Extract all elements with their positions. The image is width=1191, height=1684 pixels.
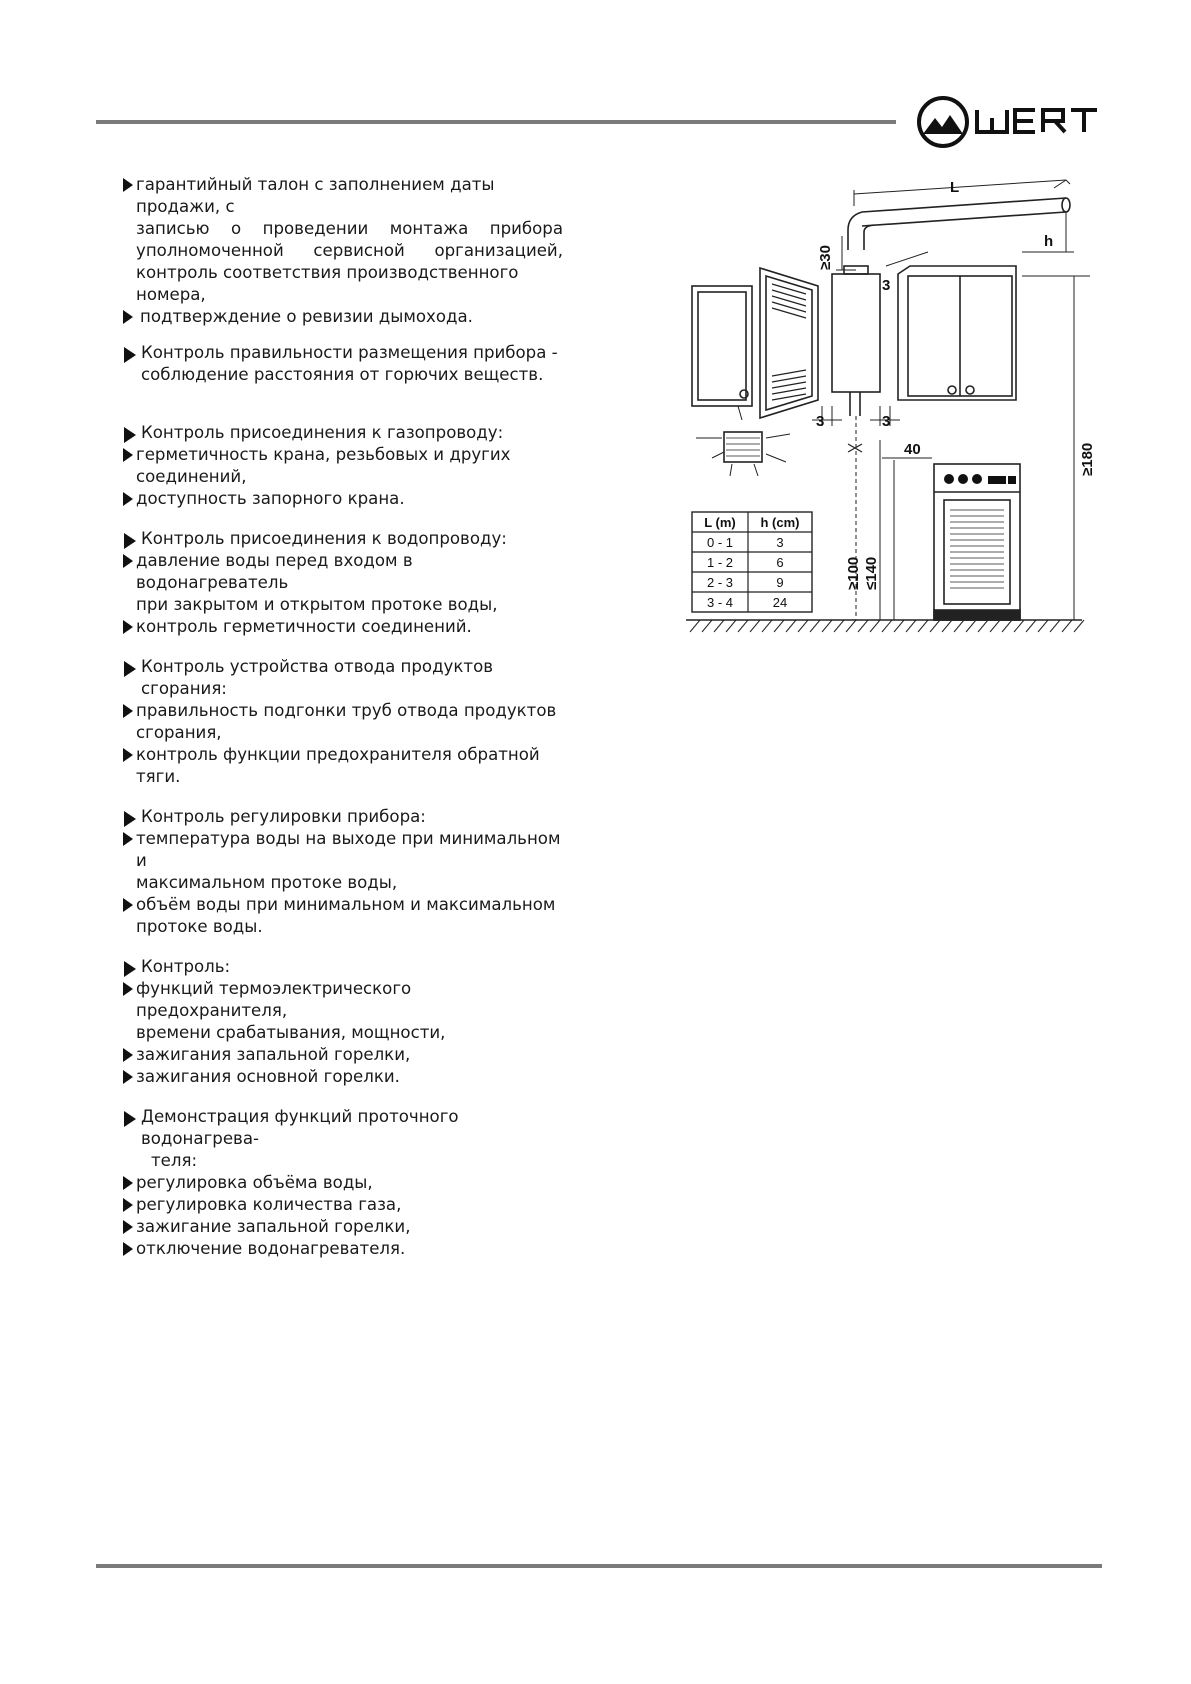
table-header-L: L (m) <box>704 515 736 530</box>
dim-min100-label: ≥100 <box>845 556 862 590</box>
bullet-arrow-icon <box>123 448 133 462</box>
bullet-arrow-icon <box>123 620 133 634</box>
table-cell: 1 - 2 <box>706 555 734 570</box>
dim-max140-label: ≤140 <box>863 556 880 590</box>
table-cell: 3 <box>776 535 784 550</box>
section-heading-continuation: теля: <box>151 1151 198 1170</box>
section-heading: Контроль: <box>123 956 563 978</box>
bullet-arrow-icon <box>123 310 133 324</box>
section-adjustment <box>123 806 563 938</box>
list-item-continuation: сгорания, <box>136 723 222 742</box>
bullet-arrow-icon <box>124 427 136 443</box>
stove <box>934 464 1020 620</box>
section-gas <box>123 422 563 510</box>
section-placement <box>123 342 563 386</box>
flue-slope-table <box>692 512 812 612</box>
bullet-arrow-icon <box>124 811 136 827</box>
list-item: регулировка объёма воды, <box>123 1172 563 1194</box>
table-cell: 24 <box>772 595 788 610</box>
list-item: правильность подгонки труб отвода продуктов <box>123 700 563 722</box>
table-cell: 0 - 1 <box>706 535 734 550</box>
bullet-arrow-icon <box>123 1242 133 1256</box>
bullet-arrow-icon <box>123 898 133 912</box>
list-item-continuation: протоке воды. <box>136 917 263 936</box>
floor-hatching <box>690 620 1084 632</box>
bullet-arrow-icon <box>124 347 136 363</box>
list-item: контроль герметичности соединений. <box>123 616 563 638</box>
bullet-arrow-icon <box>123 1176 133 1190</box>
table-cell: 9 <box>776 575 784 590</box>
bullet-arrow-icon <box>123 1048 133 1062</box>
bullet-arrow-icon <box>123 1070 133 1084</box>
list-item: доступность запорного крана. <box>123 488 563 510</box>
dim-min180-label: ≥180 <box>1079 442 1096 476</box>
flue-pipe <box>862 198 1066 226</box>
list-item: регулировка количества газа, <box>123 1194 563 1216</box>
list-item-continuation: соединений, <box>136 467 247 486</box>
bullet-arrow-icon <box>124 961 136 977</box>
section-heading: Контроль правильности размещения прибора - <box>123 342 563 364</box>
checklist-column <box>123 174 563 1276</box>
section-heading: Контроль устройства отвода продуктов сгорания: <box>123 656 563 700</box>
table-cell: 3 - 4 <box>706 595 734 610</box>
bullet-arrow-icon <box>123 1198 133 1212</box>
section-water <box>123 528 563 638</box>
list-item: зажигание запальной горелки, <box>123 1216 563 1238</box>
bullet-arrow-icon <box>123 178 133 192</box>
section-control <box>123 956 563 1088</box>
section-heading: Демонстрация функций проточного водонагрева- <box>123 1106 563 1150</box>
list-item-continuation: времени срабатывания, мощности, <box>136 1023 446 1042</box>
dim-three-right-label: 3 <box>882 413 891 430</box>
list-item-continuation: при закрытом и открытом протоке воды, <box>136 595 498 614</box>
list-item: герметичность крана, резьбовых и других <box>123 444 563 466</box>
list-item: температура воды на выходе при минимальном и <box>123 828 563 872</box>
section-demonstration <box>123 1106 563 1260</box>
table-cell: 2 - 3 <box>706 575 734 590</box>
list-item-continuation: уполномоченной сервисной организацией, <box>136 241 563 260</box>
list-item: давление воды перед входом в водонагреватель <box>123 550 563 594</box>
dim-min30-label: ≥30 <box>817 245 834 270</box>
list-item: гарантийный талон с заполнением даты продажи, с <box>123 174 563 218</box>
cabinet-door-open <box>760 268 818 418</box>
list-item: подтверждение о ревизии дымохода. <box>123 306 563 328</box>
section-documents <box>123 174 563 328</box>
bullet-arrow-icon <box>123 982 133 996</box>
list-item: контроль функции предохранителя обратной тяги. <box>123 744 563 788</box>
table-cell: 6 <box>776 555 784 570</box>
bullet-arrow-icon <box>123 748 133 762</box>
section-heading-continuation: соблюдение расстояния от горючих веществ. <box>141 365 544 384</box>
section-heading: Контроль присоединения к газопроводу: <box>123 422 563 444</box>
bullet-arrow-icon <box>123 704 133 718</box>
dim-three-left-label: 3 <box>816 413 825 430</box>
section-heading: Контроль присоединения к водопроводу: <box>123 528 563 550</box>
footer-rule <box>96 1564 1102 1568</box>
bullet-arrow-icon <box>124 1111 136 1127</box>
list-item: зажигания запальной горелки, <box>123 1044 563 1066</box>
air-vent-box <box>724 432 762 462</box>
list-item-continuation: записью о проведении монтажа прибора <box>136 219 563 238</box>
wert-logo <box>915 94 1105 150</box>
table-header-h: h (cm) <box>760 515 800 530</box>
bullet-arrow-icon <box>124 533 136 549</box>
installation-diagram <box>682 170 1118 640</box>
list-item: отключение водонагревателя. <box>123 1238 563 1260</box>
wall-cabinet-left <box>692 286 752 406</box>
list-item-continuation: контроль соответствия производственного номера, <box>136 263 519 304</box>
dim-forty-label: 40 <box>904 441 921 458</box>
bullet-arrow-icon <box>123 832 133 846</box>
bullet-arrow-icon <box>124 661 136 677</box>
water-heater <box>832 274 880 392</box>
header-rule <box>96 120 896 124</box>
bullet-arrow-icon <box>123 554 133 568</box>
bullet-arrow-icon <box>123 1220 133 1234</box>
dim-L-label: L <box>950 179 960 196</box>
list-item-continuation: максимальном протоке воды, <box>136 873 398 892</box>
list-item: зажигания основной горелки. <box>123 1066 563 1088</box>
dim-three-top-label: 3 <box>882 277 891 294</box>
list-item: функций термоэлектрического предохранителя, <box>123 978 563 1022</box>
dim-h-label: h <box>1044 233 1054 250</box>
bullet-arrow-icon <box>123 492 133 506</box>
section-flue <box>123 656 563 788</box>
list-item: объём воды при минимальном и максимальном <box>123 894 563 916</box>
section-heading: Контроль регулировки прибора: <box>123 806 563 828</box>
